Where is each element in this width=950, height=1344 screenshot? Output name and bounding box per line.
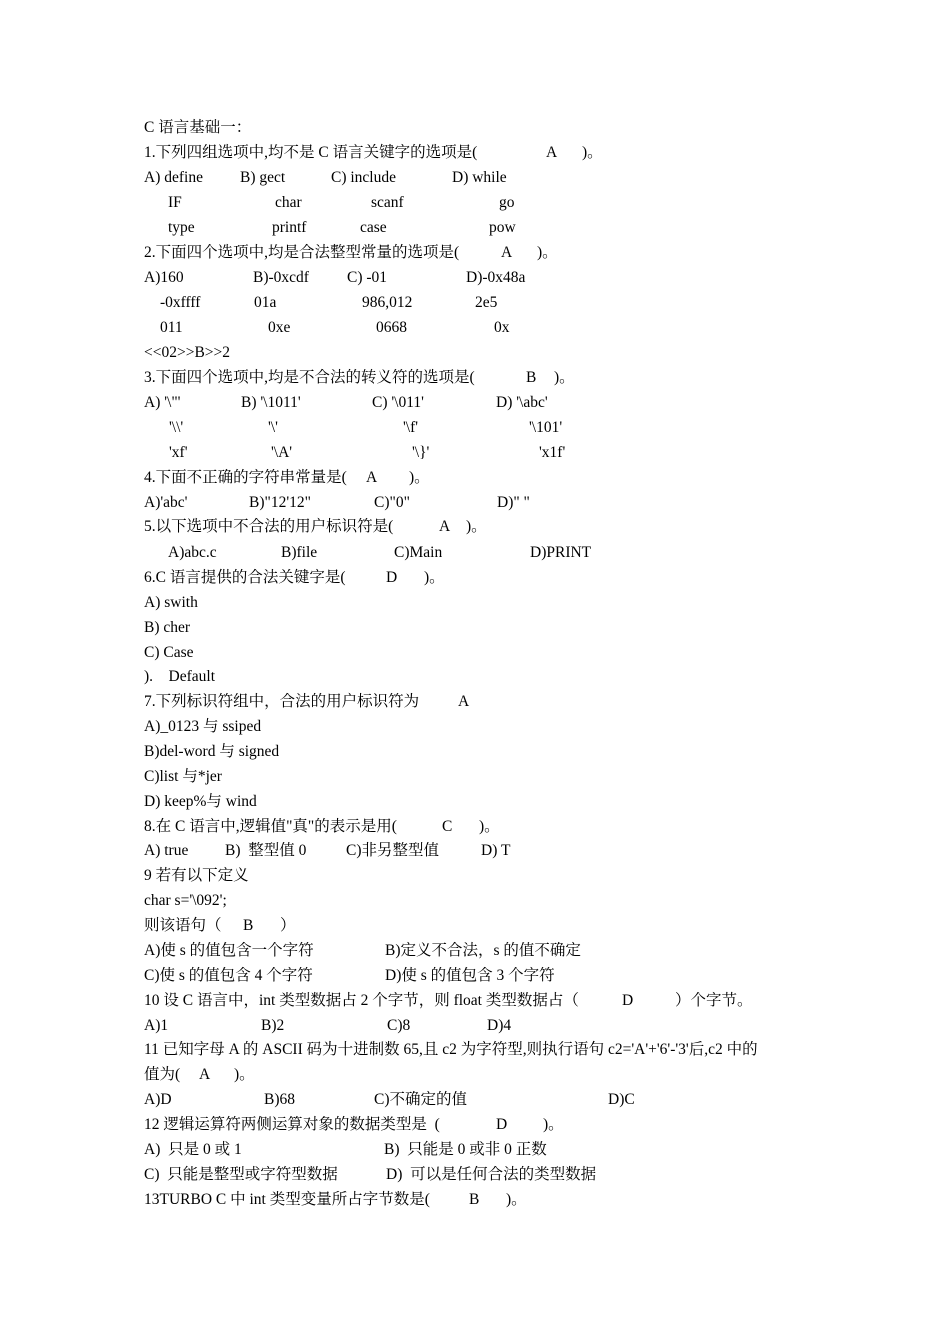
option-c: C)不确定的值 — [374, 1091, 468, 1108]
question-13 — [0, 1187, 950, 1212]
option-row — [0, 265, 950, 290]
option-b-cont: char — [275, 194, 302, 211]
question-close: ） — [280, 917, 296, 934]
option-line — [0, 640, 950, 665]
option-row — [0, 1013, 950, 1038]
question-ask-text: 则该语句（ — [144, 917, 222, 934]
option-d-cont: 2e5 — [475, 294, 498, 311]
answer-mark: A — [439, 518, 451, 535]
option-d: D)-0x48a — [466, 269, 526, 286]
option-c-cont: '\f' — [403, 419, 419, 436]
option-row — [0, 415, 950, 440]
option-a-cont: 011 — [160, 319, 183, 336]
option-a: A)D — [144, 1091, 172, 1108]
option-d: D)使 s 的值包含 3 个字符 — [385, 967, 555, 984]
option-line — [0, 590, 950, 615]
answer-mark: A — [199, 1066, 211, 1083]
answer-mark: A — [546, 144, 558, 161]
question-1 — [0, 140, 950, 165]
question-close: )。 — [479, 818, 500, 835]
option-b-cont: 0xe — [268, 319, 291, 336]
answer-mark: C — [442, 818, 453, 835]
option-b: B)68 — [264, 1091, 295, 1108]
answer-mark: B — [526, 369, 537, 386]
option-c-cont: case — [360, 219, 387, 236]
answer-mark: D — [622, 992, 634, 1009]
question-stem: 10 设 C 语言中，int 类型数据占 2 个字节，则 float 类型数据占（ — [144, 992, 579, 1009]
question-stem: 8.在 C 语言中,逻辑值"真"的表示是用( — [144, 818, 397, 835]
option-b: B)del-word 与 signed — [144, 743, 280, 760]
option-c: C)list 与*jer — [144, 768, 222, 785]
option-d: D)" " — [497, 494, 530, 511]
option-b-cont: printf — [272, 219, 307, 236]
option-a-cont: type — [168, 219, 195, 236]
question-9 — [0, 863, 950, 888]
question-3 — [0, 365, 950, 390]
option-a: A) define — [144, 169, 203, 186]
question-stem: 7.下列标识符组中，合法的用户标识符为 — [144, 693, 420, 710]
option-d: D)PRINT — [530, 544, 592, 561]
option-d: D) T — [481, 842, 511, 859]
option-b-cont: '\' — [268, 419, 278, 436]
question-11 — [0, 1037, 950, 1062]
option-a-cont: IF — [168, 194, 182, 211]
option-c-cont: 0668 — [376, 319, 407, 336]
extra-text: <<02>>B>>2 — [144, 344, 231, 361]
option-a-cont: 'xf' — [169, 444, 188, 461]
option-row — [0, 938, 950, 963]
option-a: A)1 — [144, 1017, 169, 1034]
option-row — [0, 490, 950, 515]
option-b: B) '\1011' — [241, 394, 301, 411]
option-d-cont: '\101' — [529, 419, 563, 436]
option-b: B)"12'12" — [249, 494, 311, 511]
option-a: A)'abc' — [144, 494, 188, 511]
question-close: )。 — [506, 1191, 527, 1208]
question-stem: 12 逻辑运算符两侧运算对象的数据类型是 ( — [144, 1116, 440, 1133]
option-b: B) 整型值 0 — [225, 842, 307, 859]
option-line — [0, 615, 950, 640]
option-a: A)abc.c — [168, 544, 217, 561]
answer-mark: A — [458, 693, 470, 710]
option-c: C)使 s 的值包含 4 个字符 — [144, 967, 313, 984]
option-row — [0, 963, 950, 988]
question-7 — [0, 689, 950, 714]
option-d: D) '\abc' — [496, 394, 548, 411]
option-c: C) 只能是整型或字符型数据 — [144, 1166, 338, 1183]
option-d-cont: 'x1f' — [539, 444, 566, 461]
option-d-cont: pow — [489, 219, 516, 236]
option-c: C) '\011' — [372, 394, 424, 411]
option-b: B) 只能是 0 或非 0 正数 — [384, 1141, 547, 1158]
option-a: A) 只是 0 或 1 — [144, 1141, 242, 1158]
option-d: ). Default — [144, 668, 216, 685]
option-d: D) keep%与 wind — [144, 793, 257, 810]
option-row — [0, 215, 950, 240]
question-close: )。 — [543, 1116, 564, 1133]
option-b: B)2 — [261, 1017, 285, 1034]
question-close: ）个字节。 — [675, 992, 753, 1009]
option-row — [0, 390, 950, 415]
option-d: D) while — [452, 169, 507, 186]
question-ask — [0, 913, 950, 938]
option-b-cont: 01a — [254, 294, 277, 311]
option-b: B)-0xcdf — [253, 269, 309, 286]
answer-mark: A — [366, 469, 378, 486]
option-c: C)Main — [394, 544, 443, 561]
option-b: B) cher — [144, 619, 191, 636]
question-8 — [0, 814, 950, 839]
option-c: C) -01 — [347, 269, 388, 286]
question-close: )。 — [466, 518, 487, 535]
answer-mark: D — [386, 569, 398, 586]
option-a: A)使 s 的值包含一个字符 — [144, 942, 314, 959]
question-stem: 13TURBO C 中 int 类型变量所占字节数是( — [144, 1191, 430, 1208]
option-c-cont: scanf — [371, 194, 404, 211]
option-a-cont: -0xffff — [160, 294, 201, 311]
question-5 — [0, 514, 950, 539]
option-b: B) gect — [240, 169, 286, 186]
option-c-cont: 986,012 — [362, 294, 413, 311]
option-row — [0, 165, 950, 190]
option-line — [0, 664, 950, 689]
question-close: )。 — [409, 469, 430, 486]
option-a: A)_0123 与 ssiped — [144, 718, 262, 735]
option-a: A)160 — [144, 269, 184, 286]
option-line — [0, 714, 950, 739]
question-close: )。 — [537, 244, 558, 261]
question-10 — [0, 988, 950, 1013]
question-11-cont — [0, 1062, 950, 1087]
question-6 — [0, 565, 950, 590]
question-stem: 5.以下选项中不合法的用户标识符是( — [144, 518, 394, 535]
question-stem-cont: 值为( — [144, 1066, 181, 1083]
question-stem: 11 已知字母 A 的 ASCII 码为十进制数 65,且 c2 为字符型,则执行语句 c2='A'+'6'-'3'后,c2 中的 — [144, 1041, 758, 1058]
option-row — [0, 838, 950, 863]
code-line — [0, 888, 950, 913]
option-row — [0, 1162, 950, 1187]
option-d-cont: 0x — [494, 319, 510, 336]
option-a: A) '\"' — [144, 394, 181, 411]
option-a: A) swith — [144, 594, 198, 611]
question-stem: 9 若有以下定义 — [144, 867, 249, 884]
option-b: B)file — [281, 544, 318, 561]
extra-line — [0, 340, 950, 365]
option-row — [0, 190, 950, 215]
option-row — [0, 1087, 950, 1112]
question-stem: 1.下列四组选项中,均不是 C 语言关键字的选项是( — [144, 144, 478, 161]
question-12 — [0, 1112, 950, 1137]
option-a-cont: '\\' — [169, 419, 184, 436]
option-row — [0, 1137, 950, 1162]
answer-mark: B — [243, 917, 254, 934]
code-snippet: char s='\092'; — [144, 892, 227, 909]
page-title: C 语言基础一： — [144, 119, 252, 136]
option-c-cont: '\}' — [412, 444, 430, 461]
option-c: C) include — [331, 169, 396, 186]
question-close: )。 — [424, 569, 445, 586]
question-stem: 3.下面四个选项中,均是不合法的转义符的选项是( — [144, 369, 475, 386]
question-stem: 2.下面四个选项中,均是合法整型常量的选项是( — [144, 244, 460, 261]
question-close: )。 — [234, 1066, 255, 1083]
question-4 — [0, 465, 950, 490]
question-stem: 4.下面不正确的字符串常量是( — [144, 469, 347, 486]
option-d: D)C — [608, 1091, 635, 1108]
title-line — [0, 115, 950, 140]
answer-mark: B — [469, 1191, 480, 1208]
question-close: )。 — [582, 144, 603, 161]
option-line — [0, 764, 950, 789]
option-a: A) true — [144, 842, 189, 859]
option-row — [0, 540, 950, 565]
option-b-cont: '\A' — [271, 444, 293, 461]
option-line — [0, 789, 950, 814]
option-line — [0, 739, 950, 764]
option-c: C)"0" — [374, 494, 410, 511]
option-d: D)4 — [487, 1017, 512, 1034]
option-d-cont: go — [499, 194, 515, 211]
question-close: )。 — [554, 369, 575, 386]
answer-mark: D — [496, 1116, 508, 1133]
option-c: C)非另整型值 — [346, 842, 440, 859]
option-d: D) 可以是任何合法的类型数据 — [386, 1166, 597, 1183]
option-row — [0, 290, 950, 315]
option-c: C) Case — [144, 644, 194, 661]
option-c: C)8 — [387, 1017, 411, 1034]
question-2 — [0, 240, 950, 265]
option-row — [0, 440, 950, 465]
option-row — [0, 315, 950, 340]
question-stem: 6.C 语言提供的合法关键字是( — [144, 569, 346, 586]
option-b: B)定义不合法，s 的值不确定 — [385, 942, 581, 959]
answer-mark: A — [501, 244, 513, 261]
